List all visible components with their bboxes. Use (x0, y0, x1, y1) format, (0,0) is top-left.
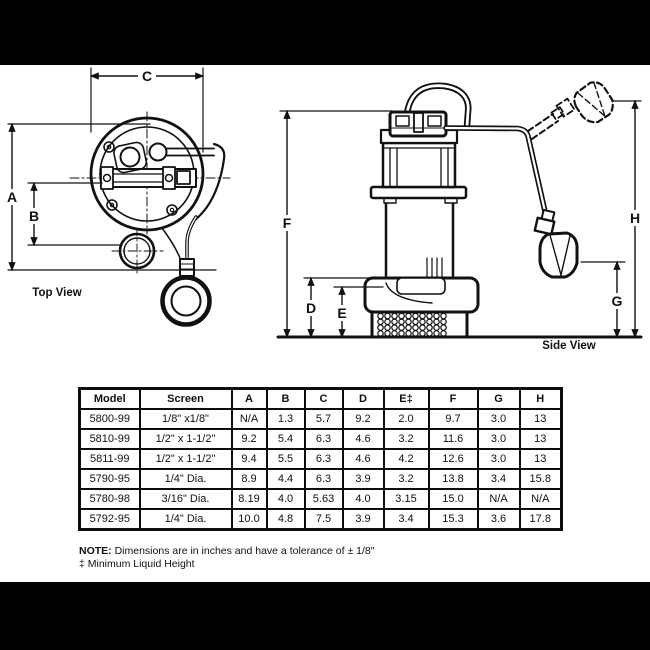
table-cell: 5790-95 (80, 469, 140, 489)
table-cell: 6.3 (305, 469, 343, 489)
table-row (80, 509, 562, 530)
table-row (80, 449, 562, 469)
table-header-row (80, 389, 562, 410)
float-top-view (163, 217, 210, 325)
table-cell: 15.8 (520, 469, 562, 489)
table-cell: 12.6 (429, 449, 478, 469)
table-cell: 6.3 (305, 449, 343, 469)
table-cell: 1/4" Dia. (140, 509, 232, 530)
table-cell: 3.15 (384, 489, 429, 509)
spec-table (78, 387, 563, 531)
table-cell: 3.0 (478, 409, 520, 429)
dim-label-e: E (337, 305, 347, 321)
table-cell: 5.4 (267, 429, 305, 449)
table-cell: 9.2 (232, 429, 267, 449)
table-row (80, 489, 562, 509)
table-cell: 2.0 (384, 409, 429, 429)
table-cell: 1.3 (267, 409, 305, 429)
table-cell: 4.0 (343, 489, 384, 509)
table-cell: 1/2" x 1-1/2" (140, 429, 232, 449)
table-cell: 5780-98 (80, 489, 140, 509)
table-cell: 9.2 (343, 409, 384, 429)
table-cell: 3.0 (478, 449, 520, 469)
table-cell: 13 (520, 429, 562, 449)
note-label: NOTE: (79, 545, 112, 557)
dim-label-f: F (282, 215, 292, 231)
float-rod-side-view (446, 128, 546, 216)
float-side-view (535, 209, 577, 277)
table-cell: 3/16" Dia. (140, 489, 232, 509)
table-cell: 13 (520, 409, 562, 429)
dim-label-h: H (629, 210, 641, 226)
dim-label-d: D (305, 300, 317, 316)
side-view-caption: Side View (542, 340, 596, 352)
table-cell: N/A (232, 409, 267, 429)
table-cell: 15.3 (429, 509, 478, 530)
dimension-drawing (0, 65, 650, 387)
dim-label-g: G (611, 293, 623, 309)
table-cell: 5792-95 (80, 509, 140, 530)
pump-side-view (365, 86, 478, 337)
table-cell: 1/4" Dia. (140, 469, 232, 489)
table-cell: 8.9 (232, 469, 267, 489)
table-cell: 4.4 (267, 469, 305, 489)
col-header: C (305, 389, 343, 410)
dim-label-c: C (141, 68, 153, 84)
table-cell: 6.3 (305, 429, 343, 449)
table-cell: 13 (520, 449, 562, 469)
table-cell: 10.0 (232, 509, 267, 530)
table-cell: 5.5 (267, 449, 305, 469)
table-cell: 4.6 (343, 449, 384, 469)
table-cell: 4.6 (343, 429, 384, 449)
col-header: E‡ (384, 389, 429, 410)
col-header: B (267, 389, 305, 410)
discharge-port-top-view (112, 228, 163, 275)
col-header: G (478, 389, 520, 410)
top-view-caption: Top View (32, 287, 82, 299)
col-header: Screen (140, 389, 232, 410)
table-cell: 3.0 (478, 429, 520, 449)
table-row (80, 469, 562, 489)
table-cell: 9.4 (232, 449, 267, 469)
handle-top-view (101, 167, 196, 189)
table-cell: N/A (478, 489, 520, 509)
col-header: A (232, 389, 267, 410)
table-cell: 5800-99 (80, 409, 140, 429)
table-cell: 3.4 (478, 469, 520, 489)
table-cell: 15.0 (429, 489, 478, 509)
table-cell: 5.7 (305, 409, 343, 429)
table-cell: 13.8 (429, 469, 478, 489)
table-cell: 5.63 (305, 489, 343, 509)
table-cell: 1/8" x1/8" (140, 409, 232, 429)
col-header: F (429, 389, 478, 410)
table-cell: 5810-99 (80, 429, 140, 449)
table-cell: 4.0 (267, 489, 305, 509)
table-cell: 1/2" x 1-1/2" (140, 449, 232, 469)
tolerance-note (79, 545, 374, 557)
table-cell: 3.6 (478, 509, 520, 530)
table-row (80, 429, 562, 449)
table-cell: 8.19 (232, 489, 267, 509)
table-cell: 3.2 (384, 429, 429, 449)
table-cell: 11.6 (429, 429, 478, 449)
col-header: H (520, 389, 562, 410)
table-cell: 7.5 (305, 509, 343, 530)
col-header: D (343, 389, 384, 410)
dim-label-a: A (6, 189, 18, 205)
dim-label-b: B (28, 208, 40, 224)
table-cell: 9.7 (429, 409, 478, 429)
note-text: Dimensions are in inches and have a tolerance of ± 1/8" (111, 545, 375, 557)
table-cell: 3.9 (343, 509, 384, 530)
dagger-note: ‡ Minimum Liquid Height (79, 558, 195, 570)
table-cell: 17.8 (520, 509, 562, 530)
table-cell: 4.2 (384, 449, 429, 469)
col-header: Model (80, 389, 140, 410)
side-view (278, 78, 643, 337)
table-cell: 4.8 (267, 509, 305, 530)
table-cell: N/A (520, 489, 562, 509)
table-row (80, 409, 562, 429)
table-cell: 3.4 (384, 509, 429, 530)
table-cell: 3.2 (384, 469, 429, 489)
table-cell: 3.9 (343, 469, 384, 489)
float-raised-dashed (528, 78, 618, 139)
table-cell: 5811-99 (80, 449, 140, 469)
